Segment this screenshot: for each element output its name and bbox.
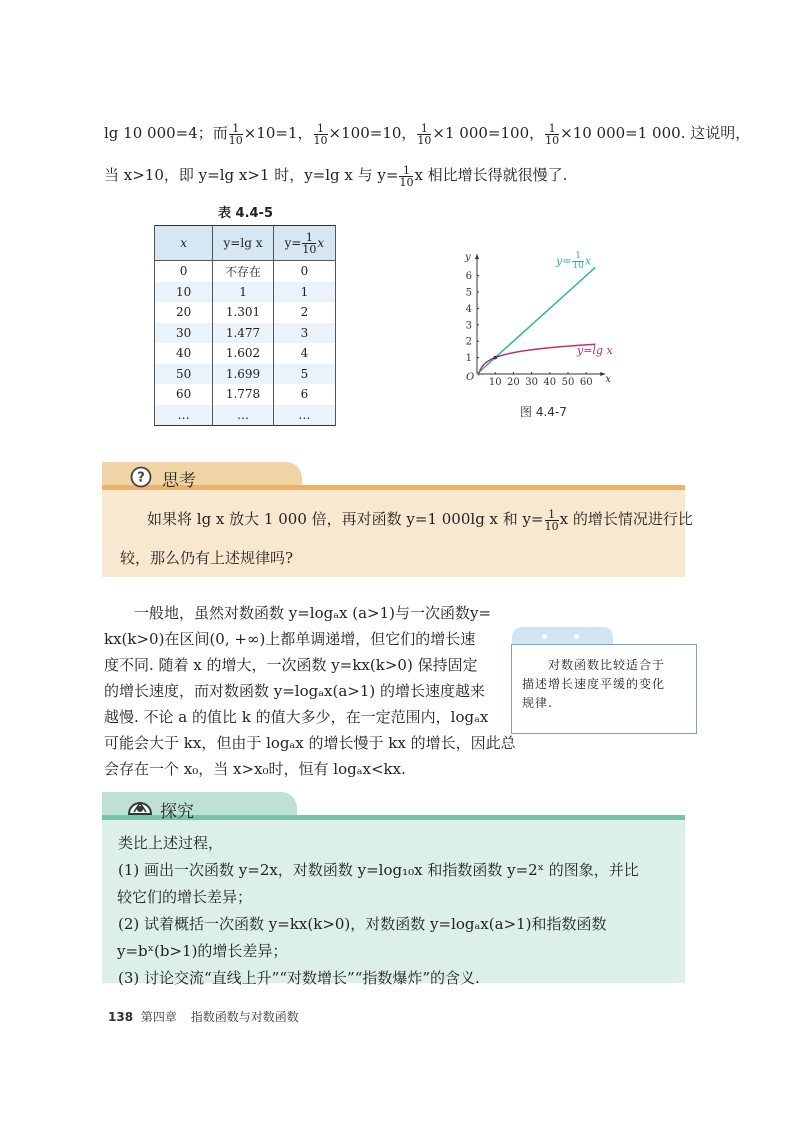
graph-figure — [455, 250, 625, 400]
table-cell: 50 — [155, 364, 213, 385]
note-dot-icon — [542, 634, 547, 639]
data-table — [154, 225, 336, 426]
think-line-2: 较，那么仍有上述规律吗? — [120, 549, 294, 567]
table-cell: 1.301 — [213, 302, 274, 323]
table-cell: 2 — [273, 302, 335, 323]
body-line: 越慢. 不论 a 的值比 k 的值大多少，在一定范围内，logₐx — [104, 708, 489, 726]
intro-text-b: ×10=1， — [243, 124, 313, 142]
table-cell: 1.778 — [213, 384, 274, 405]
body-line: 度不同. 随着 x 的增大，一次函数 y=kx(k>0) 保持固定 — [104, 656, 478, 674]
origin-label: O — [466, 372, 475, 383]
body-paragraph — [104, 600, 516, 782]
chapter-label: 第四章 — [140, 1010, 177, 1024]
explore-line: (2) 试着概括一次函数 y=kx(k>0)，对数函数 y=logₐx(a>1)和指数函数 — [118, 915, 607, 933]
table-cell: … — [213, 405, 274, 426]
intersection-point — [493, 356, 497, 360]
log-label: y=lg x — [577, 344, 613, 357]
y-axis-arrow — [475, 254, 479, 259]
explore-title: 探究 — [160, 802, 194, 822]
table-cell: 0 — [273, 261, 335, 282]
table-row — [155, 384, 336, 405]
think-title: 思考 — [162, 471, 196, 491]
table-header-row — [155, 226, 336, 261]
table-cell: 4 — [273, 343, 335, 364]
page-number: 138 — [108, 1010, 134, 1024]
x-tick-label: 30 — [525, 377, 538, 388]
note-line: 规律. — [522, 696, 553, 710]
figure-caption: 图 4.4-7 — [520, 405, 567, 419]
table-cell: … — [155, 405, 213, 426]
x-axis-label: x — [605, 374, 611, 385]
y-tick-label: 6 — [465, 271, 472, 283]
explore-line: y=bˣ(b>1)的增长差异； — [117, 942, 288, 960]
x-tick-label: 20 — [507, 377, 520, 388]
explore-line: 较它们的增长差异； — [117, 888, 253, 906]
fraction: $\frac{1}{10}$ — [228, 121, 243, 147]
fraction: $\frac{1}{10}$ — [313, 121, 328, 147]
fraction: $\frac{1}{10}$ — [417, 121, 432, 147]
note-dot-icon — [574, 634, 579, 639]
table-cell: 3 — [273, 323, 335, 344]
intro-text-d: ×1 000=100， — [432, 124, 545, 142]
explore-text — [118, 830, 678, 992]
y-tick-label: 5 — [465, 287, 472, 299]
table-cell: 6 — [273, 384, 335, 405]
table-cell: 10 — [155, 282, 213, 303]
table-caption: 表 4.4-5 — [218, 206, 273, 221]
table-cell: … — [273, 405, 335, 426]
table-row — [155, 343, 336, 364]
table-row — [155, 364, 336, 385]
compass-icon — [127, 795, 153, 817]
y-tick-label: 1 — [465, 353, 472, 365]
body-line: 一般地，虽然对数函数 y=logₐx (a>1)与一次函数y= — [134, 604, 492, 622]
table-cell: 20 — [155, 302, 213, 323]
x-tick-label: 10 — [488, 377, 502, 388]
table-row — [155, 405, 336, 426]
intro-text-g: x 相比增长得就很慢了. — [414, 166, 568, 184]
table-cell: 不存在 — [213, 261, 274, 282]
header-lg: y=lg x — [213, 226, 274, 261]
think-line-1: 如果将 lg x 放大 1 000 倍，再对函数 y=1 000lg x 和 y= $\frac{1}{10}$ x 的增长情况进行比 — [147, 507, 693, 533]
fraction: $\frac{1}{10}$ — [545, 121, 560, 147]
chapter-title: 指数函数与对数函数 — [190, 1010, 299, 1024]
body-line: kx(k>0)在区间(0, +∞)上都单调递增，但它们的增长速 — [104, 630, 476, 648]
y-tick-label: 4 — [465, 303, 472, 315]
table-cell: 40 — [155, 343, 213, 364]
table-cell: 1 — [273, 282, 335, 303]
y-axis-label: y — [465, 252, 471, 263]
body-line: 的增长速度，而对数函数 y=logₐx(a>1) 的增长速度越来 — [104, 682, 486, 700]
table-cell: 1.699 — [213, 364, 274, 385]
body-line: 可能会大于 kx，但由于 logₐx 的增长慢于 kx 的增长，因此总 — [104, 734, 516, 752]
intro-text-c: ×100=10， — [328, 124, 417, 142]
header-linear: y= $\frac{1}{10}$ x — [273, 226, 335, 261]
intro-text-f: 当 x>10，即 y=lg x>1 时，y=lg x 与 y= — [104, 166, 399, 184]
side-note-text — [522, 656, 692, 713]
y-tick-label: 3 — [465, 320, 472, 332]
x-tick-label: 60 — [579, 377, 593, 388]
intro-text-a: lg 10 000=4；而 — [104, 124, 228, 142]
table-row — [155, 282, 336, 303]
question-circle-icon — [130, 466, 152, 488]
table-cell: 30 — [155, 323, 213, 344]
x-tick-label: 40 — [543, 377, 557, 388]
intro-line-1 — [104, 122, 750, 146]
table-row — [155, 323, 336, 344]
y-tick-label: 2 — [465, 336, 472, 348]
header-x: x — [155, 226, 213, 261]
intro-line-2 — [104, 164, 567, 188]
explore-line: (3) 讨论交流“直线上升”“对数增长”“指数爆炸”的含义. — [118, 969, 480, 987]
table-cell: 1.477 — [213, 323, 274, 344]
note-line: 描述增长速度平缓的变化 — [522, 677, 666, 691]
table-cell: 60 — [155, 384, 213, 405]
linear-label: y= $\frac{1}{10}$ x — [556, 251, 592, 271]
page-footer — [108, 1008, 299, 1025]
table-cell: 5 — [273, 364, 335, 385]
table-cell: 1.602 — [213, 343, 274, 364]
explore-line: 类比上述过程， — [118, 834, 224, 852]
explore-line: (1) 画出一次函数 y=2x，对数函数 y=log₁₀x 和指数函数 y=2ˣ 的图象，并比 — [118, 861, 639, 879]
svg-text:?: ? — [137, 470, 145, 486]
note-line: 对数函数比较适合于 — [548, 658, 666, 672]
fraction: $\frac{1}{10}$ — [399, 163, 414, 189]
table-row — [155, 261, 336, 282]
table-cell: 0 — [155, 261, 213, 282]
x-tick-label: 50 — [561, 377, 575, 388]
table-cell: 1 — [213, 282, 274, 303]
body-line: 会存在一个 x₀，当 x>x₀时，恒有 logₐx<kx. — [104, 760, 406, 778]
intro-text-e: ×10 000=1 000. 这说明， — [560, 124, 751, 142]
table-row — [155, 302, 336, 323]
